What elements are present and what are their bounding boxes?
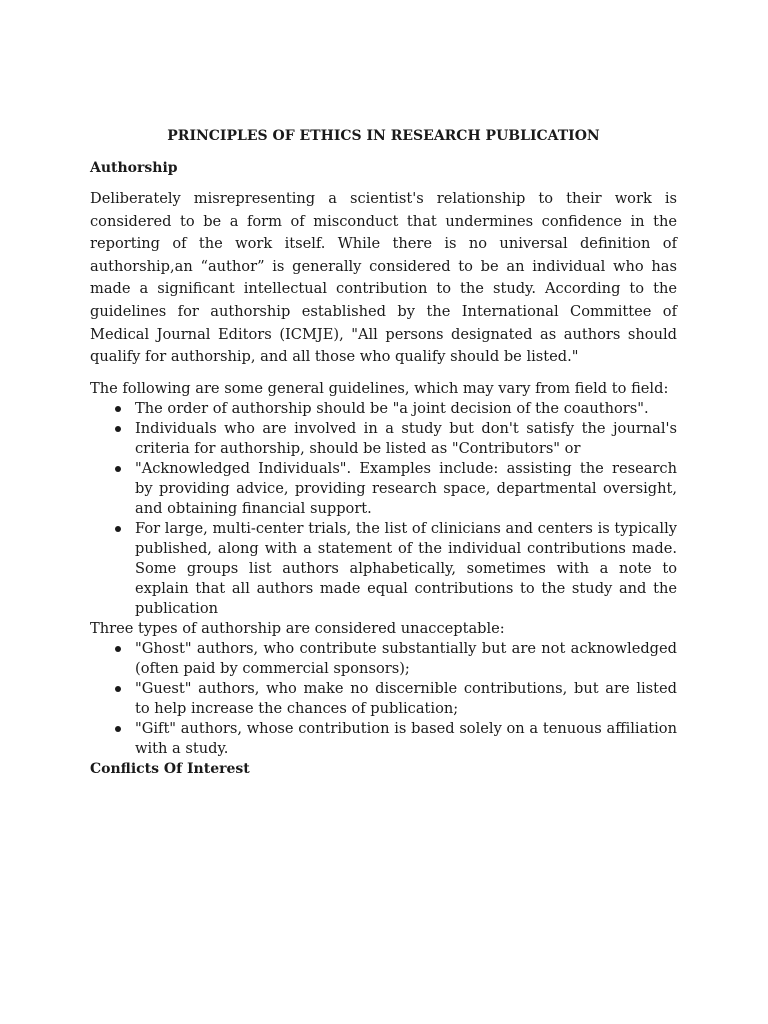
list-item — [135, 459, 677, 519]
bullet-icon — [115, 406, 121, 412]
bullet-icon — [115, 646, 121, 652]
list-item — [135, 399, 677, 419]
list-item-text: Individuals who are involved in a study but don't satisfy the journal's criteria for authorship, should be listed as "Contributors" or — [135, 419, 677, 457]
authorship-heading: Authorship — [90, 160, 178, 176]
bullet-icon — [115, 466, 121, 472]
list-item — [135, 719, 677, 759]
list-item — [135, 419, 677, 459]
conflicts-heading: Conflicts Of Interest — [90, 760, 250, 777]
bullet-icon — [115, 426, 121, 432]
list-item-text: "Guest" authors, who make no discernible contributions, but are listed to help increase the chances of publication; — [135, 679, 677, 717]
document-page — [90, 126, 677, 789]
list-item — [135, 639, 677, 679]
guidelines-intro: The following are some general guidelines, which may vary from field to field: — [90, 379, 669, 397]
document-title: PRINCIPLES OF ETHICS IN RESEARCH PUBLICATION — [167, 128, 600, 144]
list-item-text: "Ghost" authors, who contribute substantially but are not acknowledged (often paid by commercial sponsors); — [135, 639, 677, 677]
list-item — [135, 679, 677, 719]
unacceptable-intro: Three types of authorship are considered unacceptable: — [90, 619, 505, 637]
bullet-icon — [115, 526, 121, 532]
list-item-text: "Acknowledged Individuals". Examples include: assisting the research by providing advice, providing research space, departmental oversight, and obtaining financial support. — [135, 459, 677, 517]
guidelines-list — [90, 399, 677, 619]
authorship-paragraph: Deliberately misrepresenting a scientist's relationship to their work is considered to be a form of misconduct that undermines confidence in the reporting of the work itself. While there is no universal definition of authorship,an “author” is generally considered to be an individual who has made a significant intellectual contribution to the study. According to the guidelines for authorship established by the International Committee of Medical Journal Editors (ICMJE), "All persons designated as authors should qualify for authorship, and all those who qualify should be listed." — [90, 190, 677, 366]
bullet-icon — [115, 726, 121, 732]
bullet-icon — [115, 686, 121, 692]
list-item-text: The order of authorship should be "a joint decision of the coauthors". — [135, 399, 649, 417]
list-item — [135, 519, 677, 619]
list-item-text: "Gift" authors, whose contribution is based solely on a tenuous affiliation with a study. — [135, 719, 677, 757]
list-item-text: For large, multi-center trials, the list of clinicians and centers is typically published, along with a statement of the individual contributions made. Some groups list authors alphabetically, sometimes with a note to explain that all authors made equal contributions to the study and the publication — [135, 519, 677, 617]
unacceptable-list — [90, 639, 677, 759]
